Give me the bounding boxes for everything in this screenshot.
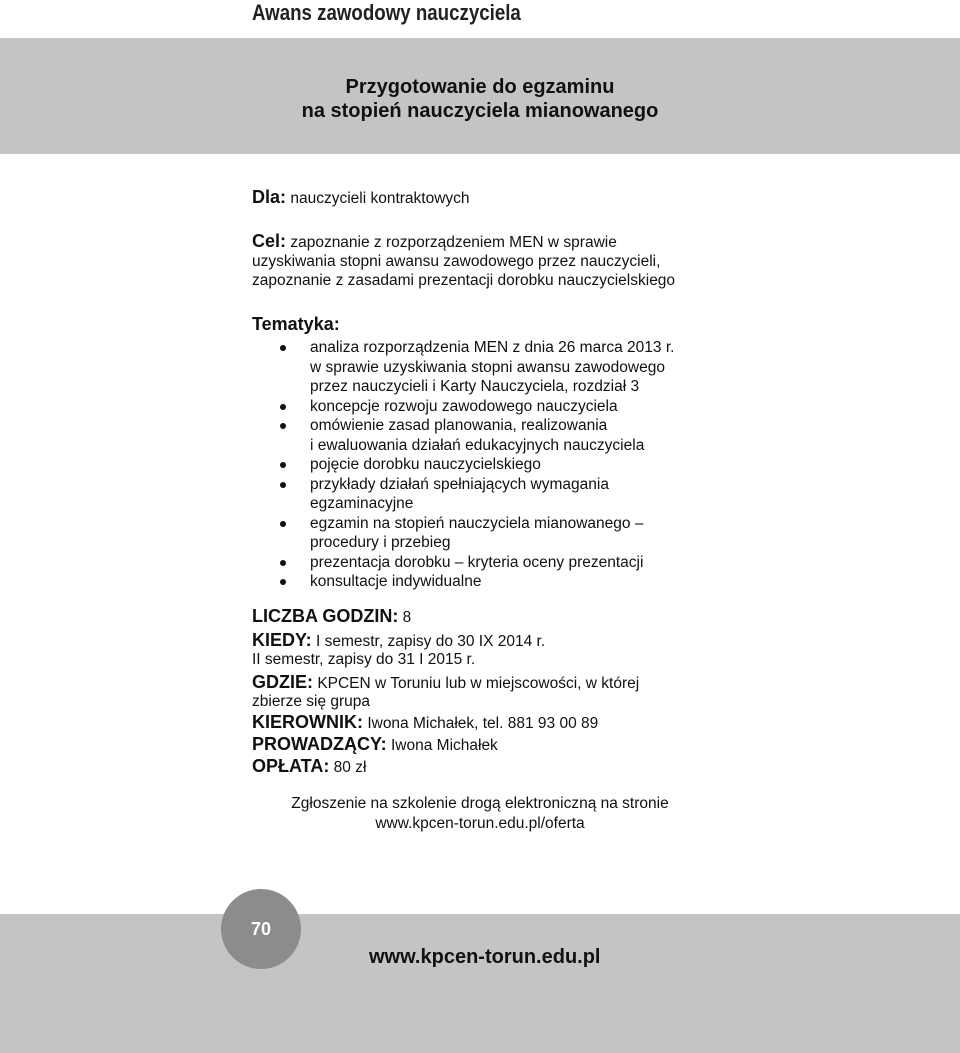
kierownik-row [252,712,598,733]
list-item: konsultacje indywidualne [252,572,674,592]
header-title: Awans zawodowy nauczyciela [252,0,521,25]
dla-value: nauczycieli kontraktowych [290,190,470,207]
oplata-label: OPŁATA: [252,756,330,776]
kiedy-label: KIEDY: [252,630,312,650]
registration-note-line-1: Zgłoszenie na szkolenie drogą elektroniczną na stronie [291,795,669,812]
gdzie-value: KPCEN w Toruniu lub w miejscowości, w której [317,675,640,692]
title-banner [0,38,960,154]
gdzie-row [252,672,639,693]
kierownik-label: KIEROWNIK: [252,712,363,732]
page-number: 70 [221,889,301,969]
registration-note-line-2: www.kpcen-torun.edu.pl/oferta [375,815,585,832]
list-item: omówienie zasad planowania, realizowania i ewaluowania działań edukacyjnych nauczyciela [252,416,674,455]
cel-row [252,231,617,252]
topics-list [252,338,674,592]
list-item: analiza rozporządzenia MEN z dnia 26 marca 2013 r. w sprawie uzyskiwania stopni awansu zawodowego przez nauczycieli i Karty Nauczyciela, rozdział 3 [252,338,674,397]
oplata-value: 80 zł [333,759,367,776]
banner-line-2: na stopień nauczyciela mianowanego [301,100,659,122]
list-item: egzamin na stopień nauczyciela mianowanego – procedury i przebieg [252,514,674,553]
footer-url: www.kpcen-torun.edu.pl [369,946,601,968]
list-item: pojęcie dorobku nauczycielskiego [252,455,674,475]
tematyka-label: Tematyka: [252,314,340,334]
list-item: przykłady działań spełniających wymagania egzaminacyjne [252,475,674,514]
gdzie-line-2: zbierze się grupa [252,693,371,710]
cel-line-3: zapoznanie z zasadami prezentacji dorobku nauczycielskiego [252,272,676,289]
oplata-row [252,756,366,777]
prowadzacy-row [252,734,498,755]
gdzie-label: GDZIE: [252,672,313,692]
cel-line-1: zapoznanie z rozporządzeniem MEN w sprawie [290,234,617,251]
prowadzacy-label: PROWADZĄCY: [252,734,387,754]
dla-row [252,187,470,208]
cel-line-2: uzyskiwania stopni awansu zawodowego przez nauczycieli, [252,253,661,270]
liczba-row [252,606,411,627]
kiedy-row [252,630,545,651]
liczba-value: 8 [402,609,412,626]
cel-label: Cel: [252,231,287,251]
list-item: prezentacja dorobku – kryteria oceny prezentacji [252,553,674,573]
dla-label: Dla: [252,187,287,207]
banner-line-1: Przygotowanie do egzaminu [345,76,615,98]
footer-band [0,914,960,1053]
liczba-label: LICZBA GODZIN: [252,606,399,626]
kiedy-line-2: II semestr, zapisy do 31 I 2015 r. [252,651,476,668]
kierownik-value: Iwona Michałek, tel. 881 93 00 89 [367,715,599,732]
prowadzacy-value: Iwona Michałek [390,737,498,754]
list-item: koncepcje rozwoju zawodowego nauczyciela [252,397,674,417]
kiedy-value: I semestr, zapisy do 30 IX 2014 r. [315,633,546,650]
